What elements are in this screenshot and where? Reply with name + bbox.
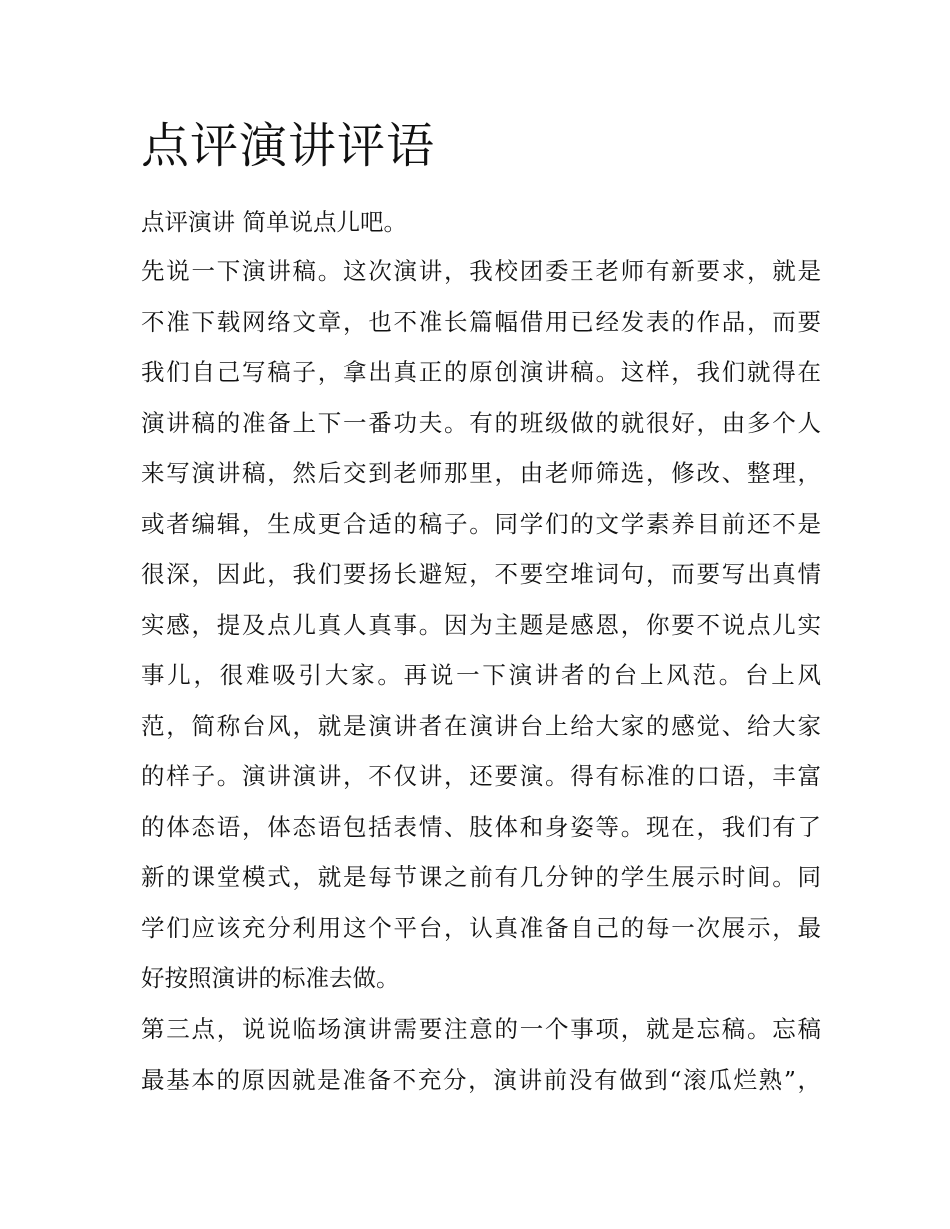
paragraph-line: 范，简称台风，就是演讲者在演讲台上给大家的感觉、给大家 bbox=[141, 711, 821, 740]
paragraph-line: 来写演讲稿，然后交到老师那里，由老师筛选，修改、整理， bbox=[141, 459, 821, 487]
paragraph-line: 或者编辑，生成更合适的稿子。同学们的文学素养目前还不是 bbox=[141, 509, 821, 538]
paragraph-line: 的体态语，体态语包括表情、肢体和身姿等。现在，我们有了 bbox=[141, 812, 821, 841]
paragraph-line: 新的课堂模式，就是每节课之前有几分钟的学生展示时间。同 bbox=[141, 863, 821, 891]
paragraph-line: 很深，因此，我们要扬长避短，不要空堆词句，而要写出真情 bbox=[141, 560, 821, 588]
paragraph-line: 实感，提及点儿真人真事。因为主题是感恩，你要不说点儿实 bbox=[141, 610, 821, 639]
paragraph-line: 学们应该充分利用这个平台，认真准备自己的每一次展示，最 bbox=[141, 913, 821, 942]
paragraph-line: 的样子。演讲演讲，不仅讲，还要演。得有标准的口语，丰富 bbox=[141, 762, 821, 790]
paragraph-line: 不准下载网络文章，也不准长篇幅借用已经发表的作品，而要 bbox=[141, 307, 821, 336]
paragraph-2 bbox=[141, 1011, 821, 1112]
paragraph-1 bbox=[141, 253, 821, 1011]
paragraph-line: 我们自己写稿子，拿出真正的原创演讲稿。这样，我们就得在 bbox=[141, 358, 821, 386]
paragraph-line: 好按照演讲的标准去做。 bbox=[141, 964, 400, 992]
document-title: 点评演讲评语 bbox=[141, 118, 436, 174]
paragraph-line: 第三点，说说临场演讲需要注意的一个事项，就是忘稿。忘稿 bbox=[141, 1015, 821, 1043]
document-subtitle: 点评演讲 简单说点儿吧。 bbox=[141, 208, 407, 236]
paragraph-line: 事儿，很难吸引大家。再说一下演讲者的台上风范。台上风 bbox=[141, 661, 821, 689]
paragraph-line: 演讲稿的准备上下一番功夫。有的班级做的就很好，由多个人 bbox=[141, 408, 821, 437]
paragraph-line: 最基本的原因就是准备不充分，演讲前没有做到“滚瓜烂熟”， bbox=[141, 1065, 821, 1094]
paragraph-line: 先说一下演讲稿。这次演讲，我校团委王老师有新要求，就是 bbox=[141, 257, 821, 285]
